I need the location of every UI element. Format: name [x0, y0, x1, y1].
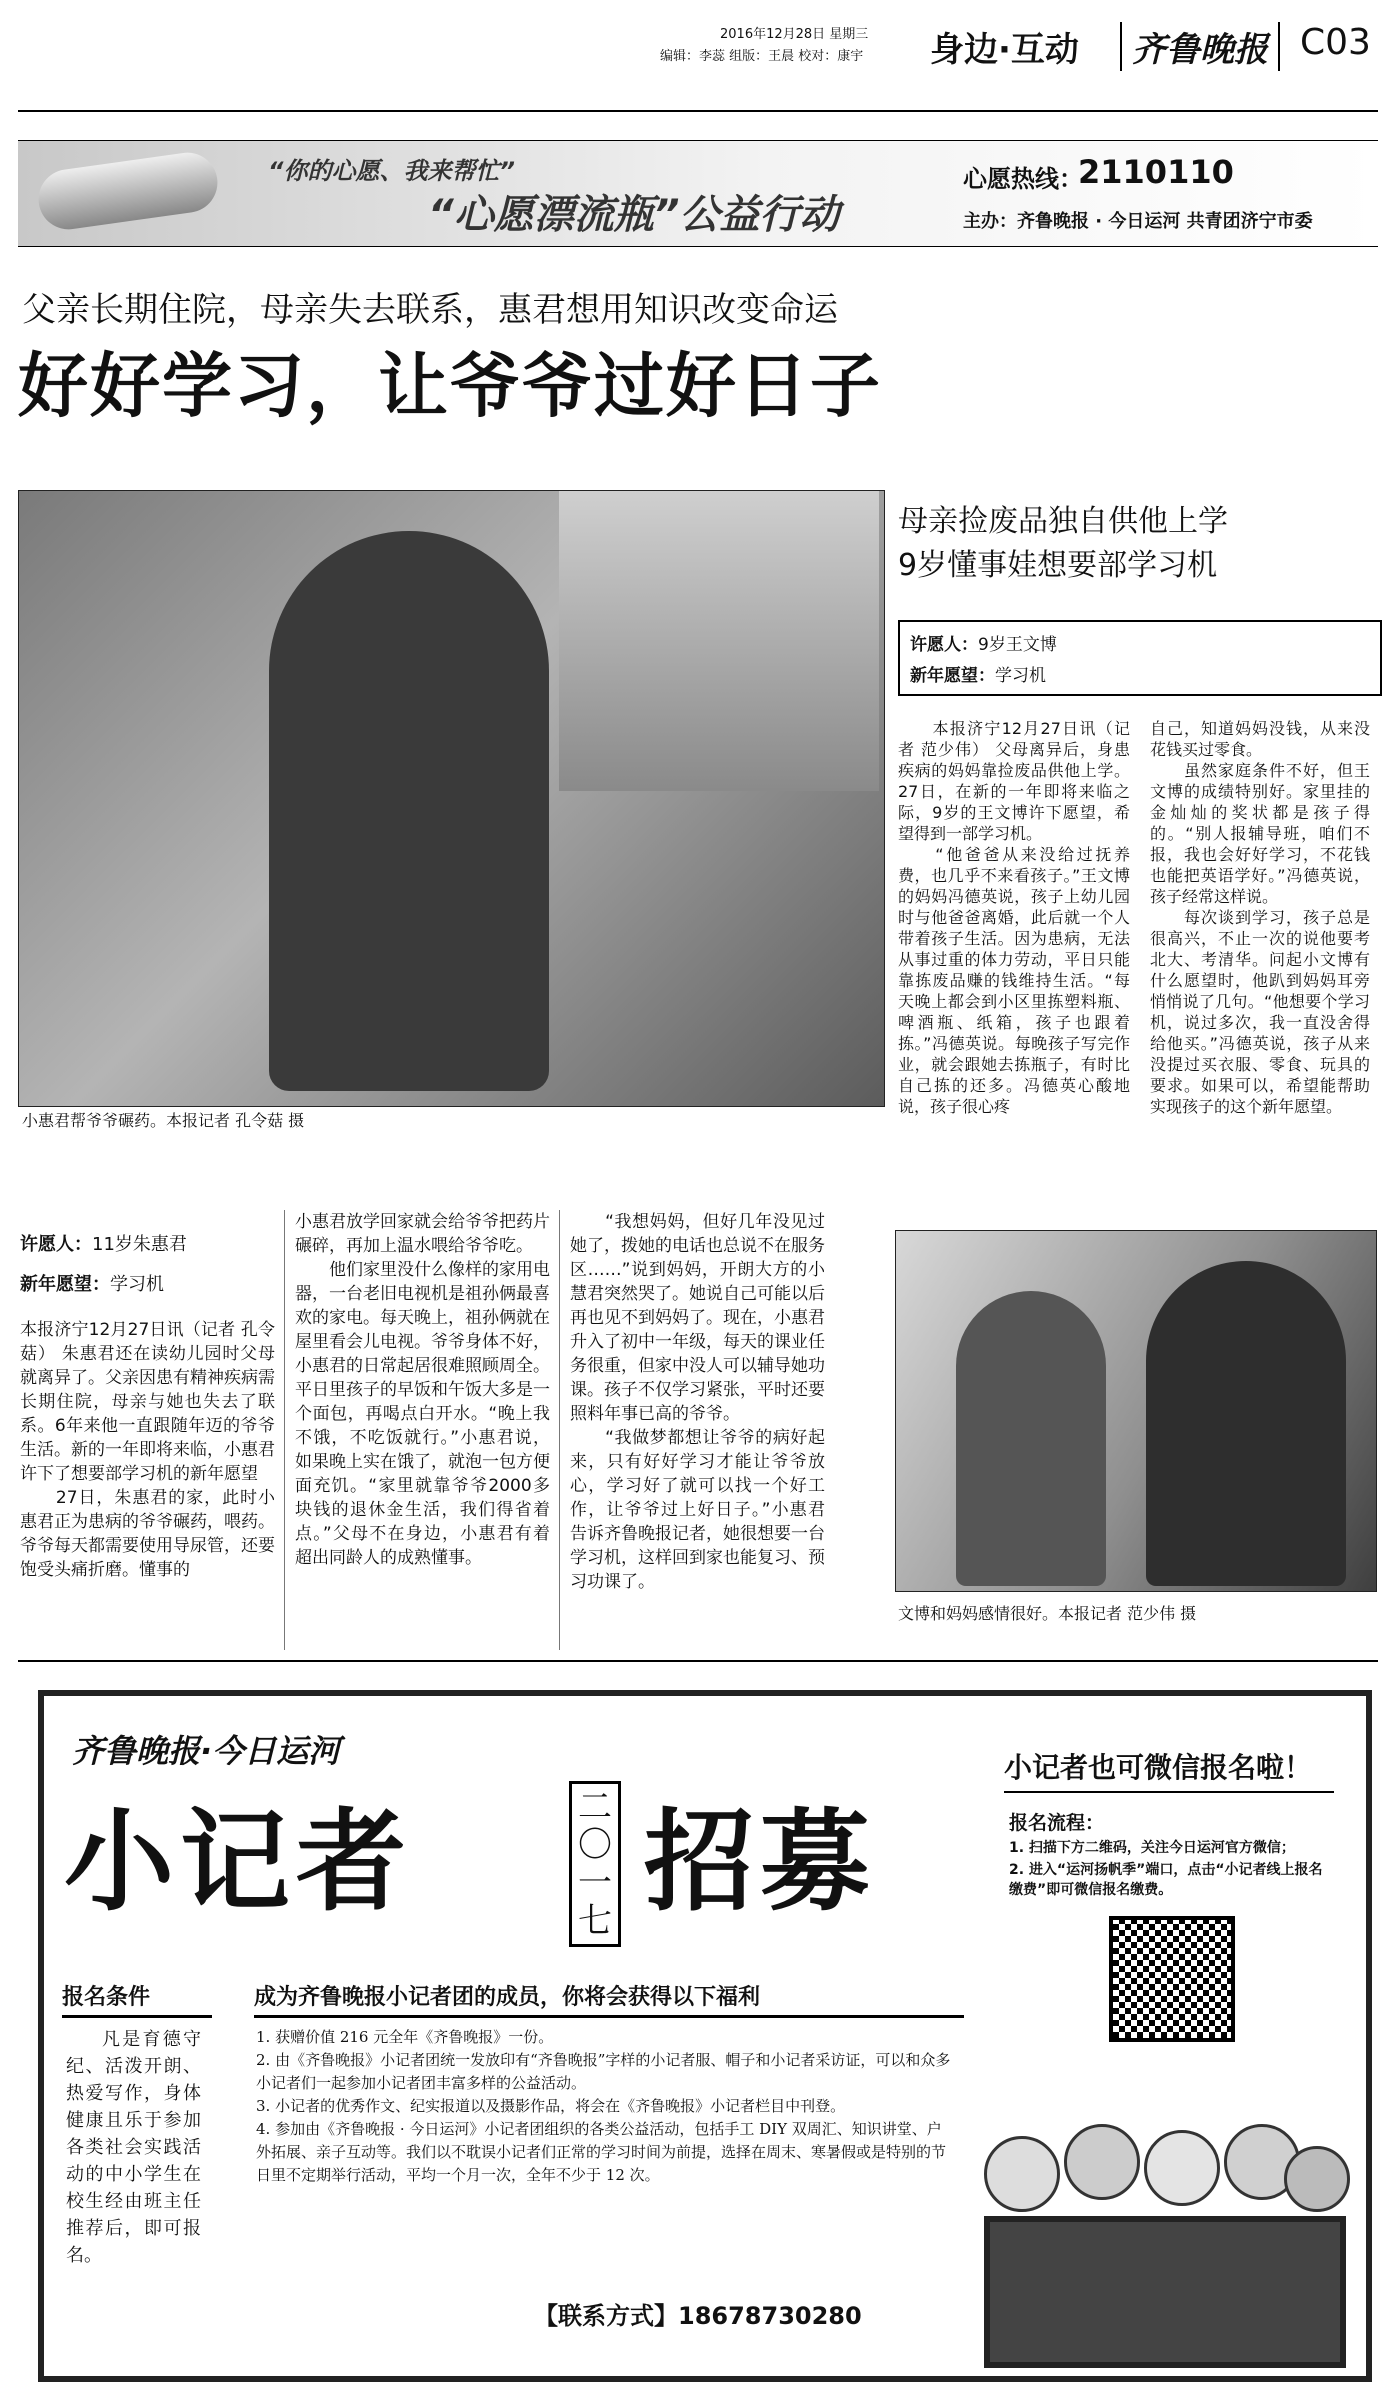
article1-photo: [18, 490, 885, 1107]
chalkboard: [984, 2216, 1346, 2368]
ad-wechat-headline: 小记者也可微信报名啦！: [1004, 1751, 1313, 1784]
ad-process-title: 报名流程：: [1009, 1812, 1105, 1834]
ad-year: 二〇一七: [569, 1781, 621, 1947]
ad-process-2: 2. 进入“运河扬帆季”端口，点击“小记者线上报名缴费”即可微信报名缴费。: [1009, 1862, 1323, 1898]
article1-col3: “我想妈妈，但好几年没见过她了，拨她的电话也总说不在服务区……”说到妈妈，开朗大方的小慧君突然哭了。她说自己可能以后再也见不到妈妈了。现在，小惠君升入了初中一年级，每天的课业任务很重，但家中没人可以辅导她功课。孩子不仅学习紧张，平时还要照料年事已高的爷爷。 “我做梦都想让爷爷的病好起来，只有好好学习才能让爷爷放心，学习好了就可以找一个好工作，让爷爷过上好日子。”小惠君告诉齐鲁晚报记者，她很想要一台学习机，这样回到家也能复习、预习功课了。: [570, 1212, 825, 1592]
hotline-number: 2110110: [1078, 153, 1234, 191]
wish-value: 学习机: [110, 1274, 164, 1295]
photo-wall: [559, 491, 879, 791]
issue-date: 2016年12月28日 星期三: [720, 27, 869, 42]
ad-right-rule: [1004, 1791, 1334, 1793]
section-title: 身边·互动: [930, 30, 1079, 70]
wish-label: 新年愿望：: [20, 1274, 110, 1295]
banner-title: “心愿漂流瓶”公益行动: [428, 192, 840, 238]
ad-box: [38, 1690, 1372, 2382]
kid-face-icon: [1284, 2146, 1350, 2212]
kids-illustration: [964, 2116, 1354, 2366]
article2-headline-2: 9岁懂事娃想要部学习机: [898, 548, 1218, 583]
ad-title-left: 小记者: [64, 1798, 412, 1926]
article1-photo-caption: 小惠君帮爷爷碾药。本报记者 孔令菇 摄: [22, 1111, 305, 1130]
column-divider: [284, 1210, 285, 1650]
ad-benefit-title: 成为齐鲁晚报小记者团的成员，你将会获得以下福利: [254, 1980, 964, 2018]
banner-slogan: “你的心愿、我来帮忙”: [268, 157, 515, 185]
wisher-name: 11岁朱惠君: [92, 1234, 187, 1255]
article2-photo: [895, 1230, 1377, 1592]
ad-condition-text: 凡是育德守纪、活泼开朗、热爱写作，身体健康且乐于参加各类社会实践活动的中小学生在校生经由班主任推荐后，即可报名。: [66, 2029, 201, 2266]
ad-contact-phone[interactable]: 18678730280: [678, 2302, 862, 2330]
article1-headline: 好好学习，让爷爷过好日子: [18, 345, 882, 427]
ad-benefit-item: 4. 参加由《齐鲁晚报 · 今日运河》小记者团组织的各类公益活动，包括手工 DIY 双周汇、知识讲堂、户外拓展、亲子互动等。我们以不耽误小记者们正常的学习时间为前提，选择在周末、寒暑假或是特别的节日里不定期举行活动，平均一个月一次，全年不少于 12 次。: [256, 2120, 947, 2184]
wisher-label: 许愿人：: [910, 635, 978, 655]
hotline-label: 心愿热线：: [963, 165, 1083, 193]
article1-col1: 本报济宁12月27日讯（记者 孔令菇） 朱惠君还在读幼儿园时父母就离异了。父亲因患有精神疾病需长期住院，母亲与她也失去了联系。6年来他一直跟随年迈的爷爷生活。新的一年即将来临，小惠君许下了想要部学习机的新年愿望 27日，朱惠君的家，此时小惠君正为患病的爷爷碾药，喂药。爷爷每天都需要使用导尿管，还要饱受头痛折磨。懂事的: [20, 1320, 275, 1580]
ad-brand: 齐鲁晚报·今日运河: [72, 1732, 341, 1770]
kid-face-icon: [984, 2136, 1060, 2212]
article2-headline-1: 母亲捡废品独自供他上学: [898, 504, 1228, 539]
header-rule: [18, 110, 1378, 112]
ad-condition-title: 报名条件: [62, 1980, 212, 2018]
qr-code-icon[interactable]: [1109, 1916, 1235, 2042]
article1-col2: 小惠君放学回家就会给爷爷把药片碾碎，再加上温水喂给爷爷吃。 他们家里没什么像样的家用电器，一台老旧电视机是祖孙俩最喜欢的家电。每天晚上，祖孙俩就在屋里看会儿电视。爷爷身体不好，小惠君的日常起居很难照顾周全。平日里孩子的早饭和午饭大多是一个面包，再喝点白开水。“晚上我不饿，不吃饭就行。”小惠君说，如果晚上实在饿了，就泡一包方便面充饥。“家里就靠爷爷2000多块钱的退休金生活，我们得省着点。”父母不在身边，小惠君有着超出同龄人的成熟懂事。: [295, 1212, 550, 1568]
ad-benefit-item: 1. 获赠价值 216 元全年《齐鲁晚报》一份。: [256, 2028, 554, 2046]
column-divider: [559, 1210, 560, 1650]
wish-value: 学习机: [995, 666, 1046, 686]
article2-photo-caption: 文博和妈妈感情很好。本报记者 范少伟 摄: [898, 1604, 1197, 1623]
campaign-banner: [18, 140, 1378, 247]
ad-process-1: 1. 扫描下方二维码，关注今日运河官方微信；: [1009, 1840, 1295, 1856]
ad-benefit-list: [256, 2026, 956, 2187]
article2-col1: 本报济宁12月27日讯（记者 范少伟） 父母离异后，身患疾病的妈妈靠捡废品供他上学。27日，在新的一年即将来临之际，9岁的王文博许下愿望，希望得到一部学习机。 “他爸爸从来没给过抚养费，也几乎不来看孩子。”王文博的妈妈冯德英说，孩子上幼儿园时与他爸爸离婚，此后就一个人带着孩子生活。因为患病，无法从事过重的体力劳动，平日只能靠拣废品赚的钱维持生活。“每天晚上都会到小区里拣塑料瓶、啤酒瓶、纸箱，孩子也跟着拣。”冯德英说。每晚孩子写完作业，就会跟她去拣瓶子，有时比自己拣的还多。冯德英心酸地说，孩子很心疼: [898, 719, 1130, 1116]
banner-sponsors: 主办：齐鲁晚报 · 今日运河 共青团济宁市委: [963, 211, 1313, 232]
photo-mother: [1146, 1261, 1346, 1586]
kid-face-icon: [1064, 2124, 1140, 2200]
wish-label: 新年愿望：: [910, 666, 995, 686]
page-number: C03: [1300, 22, 1371, 63]
bottle-image: [35, 149, 222, 233]
wisher-label: 许愿人：: [20, 1234, 92, 1255]
ad-title-right: 招募: [644, 1798, 876, 1926]
section-rule: [18, 1660, 1378, 1662]
article1-wish-box: [20, 1230, 275, 1296]
photo-boy: [956, 1291, 1106, 1586]
kid-face-icon: [1144, 2130, 1220, 2206]
article2-col2: 自己，知道妈妈没钱，从来没花钱买过零食。 虽然家庭条件不好，但王文博的成绩特别好。家里挂的金灿灿的奖状都是孩子得的。“别人报辅导班，咱们不报，我也会好好学习，不花钱也能把英语学好。”冯德英说，孩子经常这样说。 每次谈到学习，孩子总是很高兴，不止一次的说他要考北大、考清华。问起小文博有什么愿望时，他趴到妈妈耳旁悄悄说了几句。“他想要个学习机，说过多次，我一直没舍得给他买。”冯德英说，孩子从来没提过买衣服、零食、玩具的要求。如果可以，希望能帮助实现孩子的这个新年愿望。: [1150, 719, 1370, 1116]
editor-credits: 编辑：李蕊 组版：王晨 校对：康宇: [660, 49, 864, 64]
ad-contact: [534, 2296, 862, 2331]
article2-wish-box: [898, 620, 1382, 696]
wisher-name: 9岁王文博: [978, 635, 1057, 655]
photo-figure: [269, 531, 549, 1091]
brand-logo: 齐鲁晚报: [1120, 22, 1280, 71]
ad-benefit-item: 3. 小记者的优秀作文、纪实报道以及摄影作品，将会在《齐鲁晚报》小记者栏目中刊登。: [256, 2097, 846, 2115]
ad-benefit-item: 2. 由《齐鲁晚报》小记者团统一发放印有“齐鲁晚报”字样的小记者服、帽子和小记者采访证，可以和众多小记者们一起参加小记者团丰富多样的公益活动。: [256, 2051, 951, 2092]
article1-subtitle: 父亲长期住院，母亲失去联系，惠君想用知识改变命运: [22, 290, 838, 330]
ad-contact-label: 【联系方式】: [534, 2302, 678, 2330]
